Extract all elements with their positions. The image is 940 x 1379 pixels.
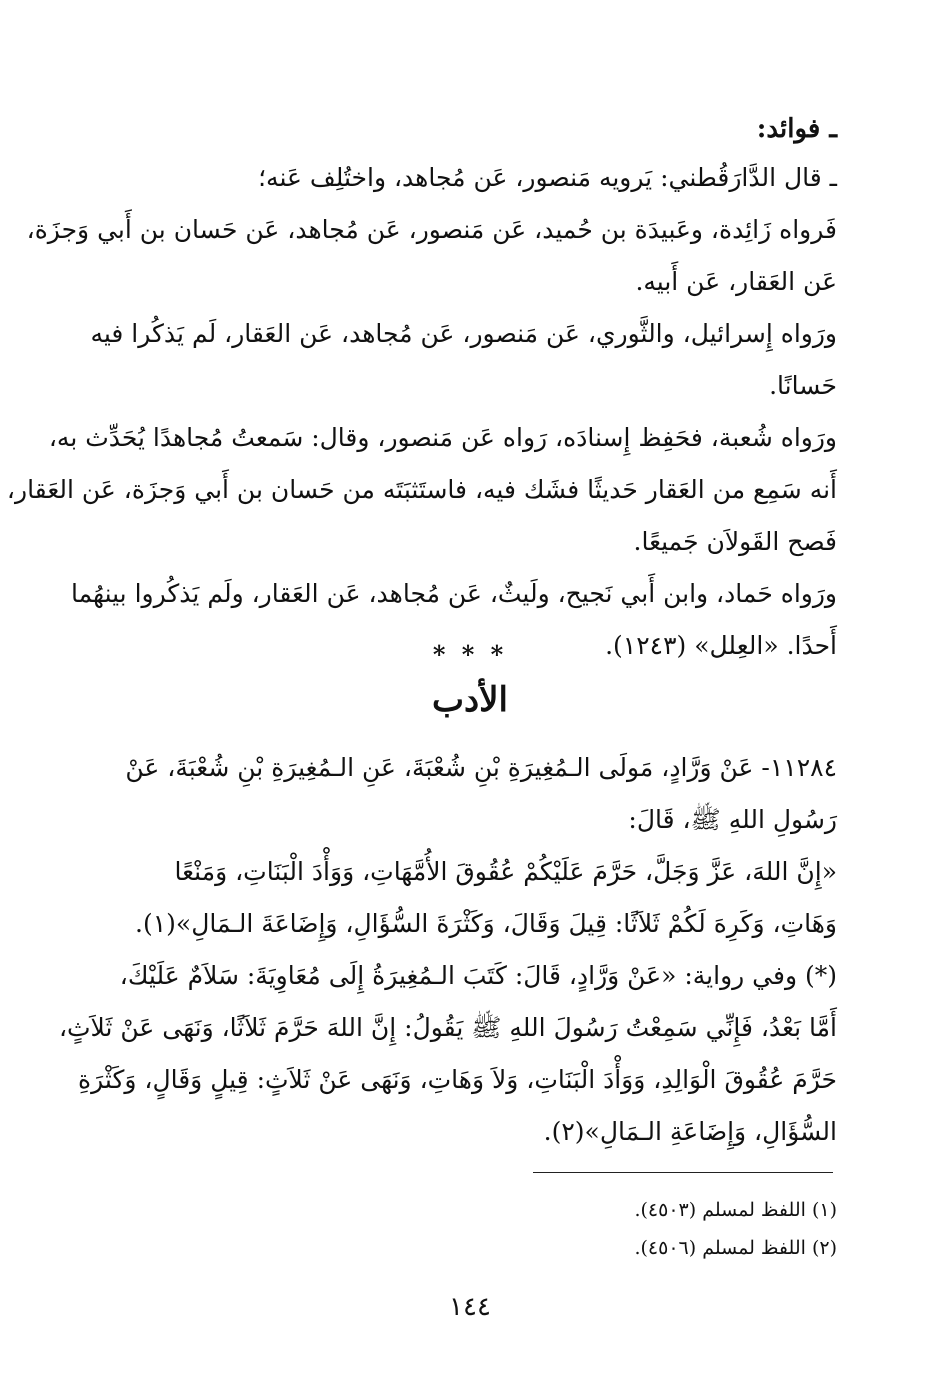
text-line: حَسانًا. (769, 371, 837, 400)
text-line: عَن العَقار، عَن أَبيه. (635, 267, 837, 296)
text-line: ورَواه شُعبة، فحَفِظ إِسنادَه، رَواه عَن مَنصور، وقال: سَمعتُ مُجاهدًا يُحَدِّث به، (48, 423, 837, 452)
text-line: فَرواه زَائِدة، وعَبيدَة بن حُميد، عَن مَنصور، عَن مُجاهد، عَن حَسان بن أَبي وَجزَة، (26, 215, 837, 244)
text-line: وَهَاتِ، وَكَرِهَ لَكُمْ ثَلاَثًا: قِيلَ وَقَالَ، وَكَثْرَةَ السُّؤَالِ، وَإِضَاعَةَ الـمَالِ»(١). (135, 909, 837, 938)
footnote-divider (533, 1172, 833, 1173)
text-line: أَنه سَمِع من العَقار حَديثًا فشَك فيه، فاستَثبَتَه من حَسان بن أَبي وَجزَة، عَن العَقار، (6, 475, 837, 504)
text-line: (*) وفي رواية: «عَنْ وَرَّادٍ، قَالَ: كَتَبَ الـمُغِيرَةُ إِلَى مُعَاوِيَةَ: سَلاَمٌ عَلَيْكَ، (119, 961, 837, 990)
section-title: الأدب (432, 680, 508, 720)
text-line: «إِنَّ اللهَ، عَزَّ وَجَلَّ، حَرَّمَ عَلَيْكُمْ عُقُوقَ الأُمَّهَاتِ، وَوَأْدَ الْبَنَاتِ، وَمَنْعًا (174, 857, 837, 886)
page-number: ١٤٤ (449, 1292, 491, 1322)
text-line: ورَواه حَماد، وابن أَبي نَجيح، ولَيثٌ، عَن مُجاهد، عَن العَقار، ولَم يَذكُروا بينهُما (70, 579, 837, 608)
text-line: ـ قال الدَّارَقُطني: يَرويه مَنصور، عَن مُجاهد، واختُلِف عَنه؛ (258, 163, 837, 192)
footnote: (١) اللفظ لمسلم (٤٥٠٣). (634, 1199, 837, 1221)
text-line: ١١٢٨٤- عَنْ وَرَّادٍ، مَولَى الـمُغِيرَةِ بْنِ شُعْبَةَ، عَنِ الـمُغِيرَةِ بْنِ شُعْبَةَ، عَنْ (125, 753, 837, 782)
text-line: رَسُولِ اللهِ ﷺ، قَالَ: (628, 805, 837, 834)
section-separator: * * * (432, 640, 508, 669)
text-line: أَمَّا بَعْدُ، فَإِنِّي سَمِعْتُ رَسُولَ اللهِ ﷺ يَقُولُ: إِنَّ اللهَ حَرَّمَ ثَلاَثًا، وَنَهَى عَنْ ثَلاَثٍ، (58, 1013, 837, 1042)
fawaid-block (6, 152, 837, 672)
text-line: السُّؤَالِ، وَإِضَاعَةِ الـمَالِ»(٢). (543, 1117, 837, 1146)
text-line: ورَواه إِسرائيل، والثَّوري، عَن مَنصور، عَن مُجاهد، عَن العَقار، لَم يَذكُرا فيه (90, 319, 837, 348)
footnote: (٢) اللفظ لمسلم (٤٥٠٦). (634, 1237, 837, 1259)
text-line: حَرَّمَ عُقُوقَ الْوَالِدِ، وَوَأْدَ الْبَنَاتِ، وَلاَ وَهَاتِ، وَنَهَى عَنْ ثَلاَثٍ: قِيلٍ وَقَالٍ، وَكَثْرَةِ (78, 1065, 837, 1094)
hadith-block (58, 742, 837, 1158)
text-line: فَصح القَولاَن جَميعًا. (633, 527, 837, 556)
fawaid-heading: ـ فوائد: (756, 114, 837, 144)
text-line: أَحدًا. «العِلل» (١٢٤٣). (605, 631, 837, 660)
